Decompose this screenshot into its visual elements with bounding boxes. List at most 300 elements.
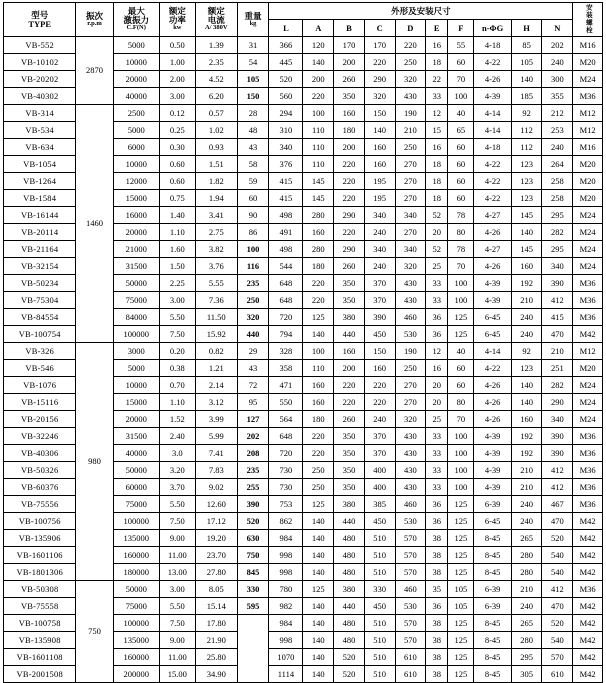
cell-dim-E: 38	[426, 564, 448, 581]
cell-dim-E: 35	[426, 581, 448, 598]
cell-bolt: M36	[573, 445, 603, 462]
cell-dim-N: 295	[542, 241, 573, 258]
cell-dim-B: 350	[334, 445, 365, 462]
cell-weight: 60	[237, 190, 269, 207]
cell-dim-N: 470	[542, 513, 573, 530]
cell-bolt: M42	[573, 649, 603, 666]
spec-sheet	[0, 2, 606, 679]
cell-bolt: M42	[573, 513, 603, 530]
cell-dim-F: 125	[448, 666, 474, 683]
cell-dim-L: 648	[269, 428, 303, 445]
cell-dim-C: 220	[364, 394, 395, 411]
cell-current: 2.75	[195, 224, 237, 241]
cell-dim-H: 265	[511, 615, 542, 632]
cell-dim-D: 320	[395, 71, 426, 88]
cell-dim-H: 185	[511, 88, 542, 105]
cell-dim-C: 150	[364, 105, 395, 122]
cell-dim-A: 140	[303, 666, 334, 683]
cell-dim-E: 33	[426, 462, 448, 479]
cell-weight: 750	[237, 547, 269, 564]
cell-weight: 43	[237, 360, 269, 377]
cell-rpm: 980	[76, 343, 113, 581]
cell-dim-E: 16	[426, 139, 448, 156]
cell-dim-D: 530	[395, 326, 426, 343]
cell-dim-C: 450	[364, 598, 395, 615]
cell-dim-N: 390	[542, 428, 573, 445]
cell-current: 12.60	[195, 496, 237, 513]
cell-dim-H: 85	[511, 37, 542, 54]
cell-dim-C: 220	[364, 54, 395, 71]
cell-dim-A: 220	[303, 428, 334, 445]
cell-current: 1.02	[195, 122, 237, 139]
cell-dim-A: 120	[303, 37, 334, 54]
cell-dim-L: 998	[269, 632, 303, 649]
cell-rpm: 1460	[76, 105, 113, 343]
cell-bolt: M12	[573, 105, 603, 122]
cell-dim-L: 998	[269, 547, 303, 564]
cell-dim-D: 530	[395, 598, 426, 615]
cell-model: VB-1601108	[4, 649, 76, 666]
cell-power: 0.60	[159, 173, 195, 190]
cell-dim-D: 460	[395, 496, 426, 513]
header-dim-A: A	[303, 20, 334, 37]
cell-dim-A: 140	[303, 513, 334, 530]
cell-force: 31500	[113, 428, 159, 445]
cell-dim-A: 160	[303, 394, 334, 411]
cell-dim-F: 65	[448, 122, 474, 139]
cell-dim-nG: 4-14	[474, 343, 511, 360]
cell-dim-D: 430	[395, 445, 426, 462]
cell-dim-L: 498	[269, 207, 303, 224]
cell-model: VB-634	[4, 139, 76, 156]
cell-dim-B: 480	[334, 564, 365, 581]
cell-force: 6000	[113, 139, 159, 156]
cell-dim-E: 33	[426, 445, 448, 462]
cell-dim-H: 280	[511, 547, 542, 564]
cell-dim-N: 390	[542, 275, 573, 292]
cell-power: 1.10	[159, 224, 195, 241]
cell-bolt: M20	[573, 190, 603, 207]
cell-dim-nG: 4-26	[474, 411, 511, 428]
cell-dim-B: 440	[334, 513, 365, 530]
cell-force: 160000	[113, 547, 159, 564]
header-current: 额定 电流 A/ 380V	[195, 3, 237, 37]
cell-force: 180000	[113, 564, 159, 581]
cell-dim-N: 282	[542, 377, 573, 394]
cell-model: VB-16144	[4, 207, 76, 224]
cell-dim-F: 105	[448, 598, 474, 615]
cell-weight: 595	[237, 598, 269, 615]
cell-dim-nG: 4-26	[474, 258, 511, 275]
cell-current: 3.99	[195, 411, 237, 428]
cell-dim-B: 480	[334, 530, 365, 547]
cell-dim-L: 730	[269, 462, 303, 479]
cell-dim-A: 280	[303, 241, 334, 258]
cell-bolt: M36	[573, 292, 603, 309]
cell-dim-F: 70	[448, 258, 474, 275]
cell-dim-A: 100	[303, 343, 334, 360]
cell-dim-nG: 8-45	[474, 547, 511, 564]
cell-model: VB-552	[4, 37, 76, 54]
cell-bolt: M16	[573, 139, 603, 156]
cell-dim-N: 470	[542, 326, 573, 343]
cell-dim-nG: 8-45	[474, 530, 511, 547]
cell-current: 1.51	[195, 156, 237, 173]
cell-dim-B: 520	[334, 649, 365, 666]
cell-dim-N: 264	[542, 156, 573, 173]
cell-dim-nG: 4-39	[474, 292, 511, 309]
cell-dim-F: 125	[448, 564, 474, 581]
cell-model: VB-20156	[4, 411, 76, 428]
cell-dim-H: 123	[511, 173, 542, 190]
cell-dim-B: 260	[334, 71, 365, 88]
cell-dim-F: 80	[448, 224, 474, 241]
cell-model: VB-75304	[4, 292, 76, 309]
cell-dim-nG: 4-22	[474, 54, 511, 71]
cell-force: 40000	[113, 88, 159, 105]
cell-dim-B: 480	[334, 615, 365, 632]
cell-weight: 845	[237, 564, 269, 581]
cell-dim-D: 340	[395, 207, 426, 224]
cell-dim-E: 33	[426, 428, 448, 445]
cell-dim-nG: 8-45	[474, 666, 511, 683]
cell-weight: 29	[237, 343, 269, 360]
cell-power: 0.75	[159, 190, 195, 207]
cell-dim-B: 480	[334, 632, 365, 649]
cell-model: VB-32246	[4, 428, 76, 445]
cell-model: VB-135908	[4, 632, 76, 649]
cell-dim-A: 180	[303, 258, 334, 275]
cell-power: 13.00	[159, 564, 195, 581]
cell-dim-L: 564	[269, 411, 303, 428]
cell-bolt: M24	[573, 71, 603, 88]
cell-dim-L: 445	[269, 54, 303, 71]
cell-dim-N: 212	[542, 105, 573, 122]
cell-dim-A: 220	[303, 88, 334, 105]
cell-force: 5000	[113, 122, 159, 139]
cell-dim-D: 430	[395, 275, 426, 292]
cell-dim-E: 20	[426, 394, 448, 411]
header-power: 额定 功率 kw	[159, 3, 195, 37]
cell-dim-B: 170	[334, 37, 365, 54]
cell-model: VB-15116	[4, 394, 76, 411]
cell-dim-H: 112	[511, 122, 542, 139]
cell-dim-B: 260	[334, 258, 365, 275]
cell-dim-nG: 4-18	[474, 37, 511, 54]
cell-dim-C: 195	[364, 190, 395, 207]
cell-weight	[237, 615, 269, 683]
cell-bolt: M24	[573, 394, 603, 411]
cell-force: 12000	[113, 173, 159, 190]
cell-dim-E: 20	[426, 224, 448, 241]
cell-dim-C: 385	[364, 496, 395, 513]
cell-weight: 202	[237, 428, 269, 445]
cell-dim-N: 202	[542, 37, 573, 54]
cell-dim-D: 250	[395, 54, 426, 71]
cell-weight: 127	[237, 411, 269, 428]
cell-dim-E: 36	[426, 513, 448, 530]
cell-bolt: M36	[573, 479, 603, 496]
cell-dim-C: 510	[364, 615, 395, 632]
cell-dim-L: 794	[269, 326, 303, 343]
cell-power: 0.25	[159, 122, 195, 139]
cell-dim-nG: 4-22	[474, 156, 511, 173]
cell-weight: 28	[237, 105, 269, 122]
cell-dim-A: 125	[303, 309, 334, 326]
header-weight: 重量 kg	[237, 3, 269, 37]
cell-dim-C: 370	[364, 428, 395, 445]
cell-dim-E: 18	[426, 54, 448, 71]
cell-weight: 90	[237, 207, 269, 224]
cell-force: 75000	[113, 292, 159, 309]
cell-power: 0.30	[159, 139, 195, 156]
cell-power: 1.10	[159, 394, 195, 411]
cell-dim-nG: 4-22	[474, 360, 511, 377]
cell-dim-B: 200	[334, 139, 365, 156]
cell-dim-H: 140	[511, 224, 542, 241]
cell-dim-L: 310	[269, 122, 303, 139]
cell-bolt: M36	[573, 88, 603, 105]
cell-current: 15.14	[195, 598, 237, 615]
cell-dim-B: 350	[334, 462, 365, 479]
cell-dim-N: 570	[542, 649, 573, 666]
cell-bolt: M36	[573, 496, 603, 513]
cell-dim-H: 123	[511, 360, 542, 377]
cell-dim-C: 390	[364, 309, 395, 326]
cell-dim-H: 210	[511, 479, 542, 496]
cell-bolt: M12	[573, 122, 603, 139]
cell-dim-L: 984	[269, 615, 303, 632]
header-dim-nG: n-ΦG	[474, 20, 511, 37]
cell-dim-H: 123	[511, 190, 542, 207]
cell-bolt: M36	[573, 428, 603, 445]
cell-bolt: M16	[573, 37, 603, 54]
cell-dim-H: 280	[511, 632, 542, 649]
cell-dim-N: 610	[542, 666, 573, 683]
cell-dim-E: 38	[426, 615, 448, 632]
cell-model: VB-50234	[4, 275, 76, 292]
cell-dim-C: 140	[364, 122, 395, 139]
cell-dim-D: 570	[395, 632, 426, 649]
cell-dim-C: 510	[364, 649, 395, 666]
cell-dim-C: 195	[364, 173, 395, 190]
cell-dim-A: 140	[303, 598, 334, 615]
cell-dim-H: 105	[511, 54, 542, 71]
cell-current: 17.80	[195, 615, 237, 632]
cell-force: 3000	[113, 343, 159, 360]
cell-dim-L: 520	[269, 71, 303, 88]
cell-dim-C: 290	[364, 71, 395, 88]
cell-dim-F: 100	[448, 445, 474, 462]
cell-current: 34.90	[195, 666, 237, 683]
cell-dim-C: 400	[364, 479, 395, 496]
cell-dim-nG: 6-45	[474, 326, 511, 343]
header-dim-E: E	[426, 20, 448, 37]
cell-dim-N: 251	[542, 360, 573, 377]
cell-weight: 100	[237, 241, 269, 258]
header-dim-H: H	[511, 20, 542, 37]
cell-power: 9.00	[159, 632, 195, 649]
cell-dim-A: 250	[303, 462, 334, 479]
cell-bolt: M20	[573, 360, 603, 377]
cell-dim-F: 60	[448, 377, 474, 394]
cell-dim-F: 80	[448, 394, 474, 411]
header-dim-N: N	[542, 20, 573, 37]
cell-power: 0.70	[159, 377, 195, 394]
cell-dim-N: 355	[542, 88, 573, 105]
cell-dim-D: 270	[395, 394, 426, 411]
cell-power: 3.0	[159, 445, 195, 462]
cell-power: 5.50	[159, 309, 195, 326]
cell-weight: 105	[237, 71, 269, 88]
cell-dim-F: 60	[448, 360, 474, 377]
cell-dim-A: 220	[303, 292, 334, 309]
cell-dim-H: 140	[511, 394, 542, 411]
cell-dim-A: 140	[303, 649, 334, 666]
cell-dim-L: 648	[269, 292, 303, 309]
cell-current: 7.41	[195, 445, 237, 462]
cell-dim-C: 510	[364, 564, 395, 581]
cell-dim-C: 340	[364, 241, 395, 258]
cell-dim-N: 253	[542, 122, 573, 139]
cell-dim-H: 145	[511, 241, 542, 258]
cell-dim-C: 400	[364, 462, 395, 479]
cell-dim-E: 38	[426, 666, 448, 683]
cell-dim-B: 350	[334, 275, 365, 292]
cell-dim-L: 560	[269, 88, 303, 105]
cell-current: 9.02	[195, 479, 237, 496]
cell-dim-L: 1070	[269, 649, 303, 666]
cell-dim-B: 200	[334, 360, 365, 377]
cell-dim-N: 412	[542, 479, 573, 496]
cell-dim-H: 92	[511, 343, 542, 360]
cell-dim-F: 100	[448, 479, 474, 496]
cell-force: 5000	[113, 37, 159, 54]
cell-bolt: M36	[573, 462, 603, 479]
cell-dim-D: 570	[395, 564, 426, 581]
cell-force: 20000	[113, 71, 159, 88]
cell-model: VB-84554	[4, 309, 76, 326]
cell-dim-L: 550	[269, 394, 303, 411]
cell-bolt: M24	[573, 207, 603, 224]
cell-dim-D: 270	[395, 224, 426, 241]
cell-bolt: M24	[573, 377, 603, 394]
cell-dim-L: 328	[269, 343, 303, 360]
cell-weight: 54	[237, 54, 269, 71]
cell-dim-nG: 4-26	[474, 377, 511, 394]
cell-dim-F: 60	[448, 190, 474, 207]
cell-current: 3.76	[195, 258, 237, 275]
cell-power: 1.52	[159, 411, 195, 428]
cell-current: 5.55	[195, 275, 237, 292]
cell-weight: 59	[237, 173, 269, 190]
cell-dim-C: 240	[364, 411, 395, 428]
cell-weight: 255	[237, 479, 269, 496]
cell-dim-N: 412	[542, 292, 573, 309]
cell-power: 2.25	[159, 275, 195, 292]
cell-rpm: 750	[76, 581, 113, 683]
cell-model: VB-32154	[4, 258, 76, 275]
cell-dim-D: 610	[395, 649, 426, 666]
cell-dim-E: 36	[426, 598, 448, 615]
cell-dim-L: 730	[269, 479, 303, 496]
cell-dim-A: 220	[303, 275, 334, 292]
cell-dim-B: 220	[334, 156, 365, 173]
cell-dim-D: 460	[395, 581, 426, 598]
cell-dim-L: 491	[269, 224, 303, 241]
cell-dim-D: 250	[395, 139, 426, 156]
cell-dim-F: 105	[448, 581, 474, 598]
cell-model: VB-20202	[4, 71, 76, 88]
cell-dim-D: 340	[395, 241, 426, 258]
cell-current: 3.82	[195, 241, 237, 258]
header-dim-C: C	[364, 20, 395, 37]
cell-force: 100000	[113, 615, 159, 632]
cell-force: 84000	[113, 309, 159, 326]
cell-model: VB-60376	[4, 479, 76, 496]
cell-dim-H: 192	[511, 275, 542, 292]
cell-dim-L: 648	[269, 275, 303, 292]
cell-dim-L: 294	[269, 105, 303, 122]
cell-dim-C: 510	[364, 547, 395, 564]
cell-dim-H: 140	[511, 71, 542, 88]
cell-dim-H: 92	[511, 105, 542, 122]
cell-dim-nG: 4-39	[474, 275, 511, 292]
cell-force: 10000	[113, 377, 159, 394]
cell-current: 2.35	[195, 54, 237, 71]
cell-dim-B: 220	[334, 394, 365, 411]
cell-current: 7.83	[195, 462, 237, 479]
cell-bolt: M36	[573, 581, 603, 598]
table-row	[4, 37, 603, 54]
cell-force: 15000	[113, 394, 159, 411]
cell-dim-A: 110	[303, 360, 334, 377]
cell-dim-C: 220	[364, 377, 395, 394]
cell-dim-L: 753	[269, 496, 303, 513]
cell-dim-E: 33	[426, 88, 448, 105]
cell-dim-E: 33	[426, 292, 448, 309]
cell-dim-F: 125	[448, 513, 474, 530]
cell-power: 1.00	[159, 54, 195, 71]
cell-dim-A: 220	[303, 445, 334, 462]
cell-dim-N: 540	[542, 547, 573, 564]
cell-dim-D: 270	[395, 173, 426, 190]
cell-current: 0.82	[195, 343, 237, 360]
cell-dim-A: 160	[303, 377, 334, 394]
cell-weight: 48	[237, 122, 269, 139]
cell-dim-F: 125	[448, 615, 474, 632]
cell-dim-D: 190	[395, 343, 426, 360]
cell-model: VB-1054	[4, 156, 76, 173]
cell-dim-C: 370	[364, 275, 395, 292]
cell-bolt: M42	[573, 530, 603, 547]
cell-dim-nG: 6-45	[474, 309, 511, 326]
cell-dim-C: 340	[364, 207, 395, 224]
cell-dim-A: 140	[303, 547, 334, 564]
cell-dim-B: 220	[334, 224, 365, 241]
cell-power: 3.20	[159, 462, 195, 479]
cell-dim-E: 36	[426, 326, 448, 343]
cell-dim-C: 160	[364, 360, 395, 377]
cell-model: VB-50308	[4, 581, 76, 598]
cell-dim-H: 305	[511, 666, 542, 683]
cell-model: VB-135906	[4, 530, 76, 547]
cell-dim-F: 40	[448, 105, 474, 122]
cell-dim-nG: 8-45	[474, 615, 511, 632]
cell-dim-B: 440	[334, 326, 365, 343]
cell-force: 5000	[113, 360, 159, 377]
cell-dim-nG: 4-22	[474, 173, 511, 190]
